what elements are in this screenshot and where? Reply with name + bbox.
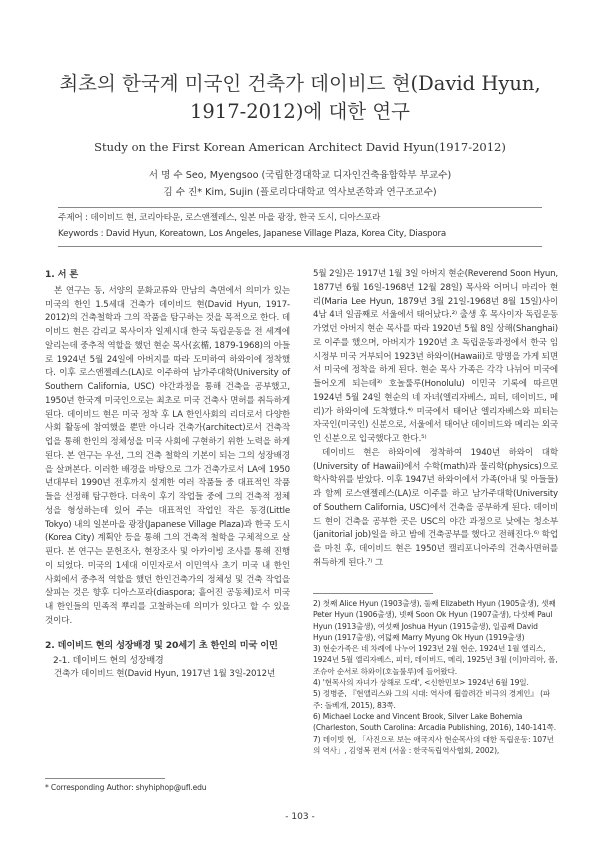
footnotes-right — [313, 598, 558, 756]
english-title: Study on the First Korean American Architect David Hyun(1917-2012) — [94, 140, 506, 154]
footnote-divider — [45, 778, 165, 779]
subsection-heading: 2-1. 데이비드 현의 성장배경 — [53, 655, 164, 666]
page-number: - 103 - — [285, 812, 315, 822]
footnote: 2) 첫째 Alice Hyun (1903출생), 둘째 Elizabeth Hyun (1905출생), 셋째 Peter Hyun (1906출생), 넷째 Soon Ok Hyun (1907출생), 다섯째 Paul Hyun (1913출생), 여섯째 Joshua Hyun (1915출생), 일곱째 David Hyun (1917출생), 여덟째 Marry Myung Ok Hyun (1919출생) — [313, 599, 556, 642]
body-paragraph: 데이비드 현은 하와이에 정착하여 1940년 하와이 대학(University of Hawaii)에서 수학(math)과 물리학(physics)으로 학사학위를 받았다. 이후 1947년 하와이에서 가족(아내 및 아들들)과 함께 로스앤젤레스(LA)로 이주를 하고 남가주대학(University of Southern California, USC)에서 건축을 공부하게 된다. 데이비드 현이 건축을 공부한 곳은 USC의 야간 과정으로 낮에는 청소부(janitorial job)일을 하고 밤에 건축공부를 했다고 전해진다.⁶⁾ 학업을 마친 후, 데이비드 현은 1950년 캘리포니아주의 건축사면허를 취득하게 된다.⁷⁾ 그 — [313, 447, 558, 568]
footnote: 7) 데이빗 현, 「사진으로 보는 애국지사 현순목사의 대한 독립운동: 107년의 역사」, 김영복 편저 (서울 : 한국독립역사협회, 2002), — [313, 734, 554, 755]
section-heading-background: 2. 데이비드 현의 성장배경 및 20세기 초 한인의 미국 이민 — [45, 639, 278, 651]
section-heading-intro: 1. 서 론 — [45, 269, 79, 280]
intro-paragraph: 본 연구는 동, 서양의 문화교류와 만남의 측면에서 의미가 있는 미국의 한인 1.5세대 건축가 데이비드 현(David Hyun, 1917-2012)의 건축철학과 그의 작품을 탐구하는 것을 목적으로 한다. 데이비드 현은 감리교 목사이자 일제시대 한국 독립운동을 전 세계에 알리는데 중추적 역할을 했던 현순 목사(玄楯, 1879-1968)의 아들로 1924년 5월 24일에 아버지를 따라 도미하여 하와이에 정착했다. 이후 로스앤젤레스(LA)로 이주하여 남가주대학(University of Southern California, USC) 야간과정을 통해 건축을 공부했고, 1950년 한국계 미국인으로는 최초로 미국 건축사 면허를 취득하게 된다. 데이비드 현은 미국 정착 후 LA 한인사회의 리더로서 다양한 사회 활동에 참여했을 뿐만 아니라 건축가(architect)로서 건축작업을 통해 한인의 정체성을 미국 사회에 구현하기 위한 노력을 하게 된다. 본 연구는 우선, 그의 건축 철학의 기본이 되는 그의 성장배경을 살펴본다. 이러한 배경을 바탕으로 그가 건축가로서 LA에 1950년대부터 1990년 전후까지 설계한 여러 작품들 중 대표적인 작품들을 선정해 탐구한다. 더욱이 후기 작업들 중에 그의 건축적 정체성을 형성하는데 있어 주는 대표적인 작업인 작은 동경(Little Tokyo) 내의 일본마을 광장(Japanese Village Plaza)과 한국 도시(Korea City) 계획안 등을 통해 그의 건축적 철학을 구체적으로 살핀다. 본 연구는 문헌조사, 현장조사 및 아카이빙 조사를 통해 진행이 되었다. 미국의 1세대 이민자로서 이민역사 초기 미국 내 한인 사회에서 중추적 역할을 했던 한인건축가의 정체성 및 건축 작업을 살피는 것은 향후 디아스포라(diaspora; 흩어진 공동체)로서 미국내 한인들의 민족적 뿌리를 고찰하는데 의미가 있다고 할 수 있을 것이다. — [45, 285, 290, 626]
footnote: 3) 현순가족은 네 차례에 나누어 1923년 2월 현순, 1924년 1월 엘리스, 1924년 5월 엘리자베스, 피터, 데이비드, 메리, 1925년 3월 (이)마리아, 폴, 조슈아 순서로 하와이(호놀룰루)에 들어왔다. — [313, 644, 558, 676]
paper-title — [40, 70, 560, 126]
right-column — [313, 268, 558, 571]
corresponding-author-note: * Corresponding Author: shyhiphop@ufl.edu — [45, 783, 207, 792]
keywords-korean: 주제어 : 데이비드 현, 코리아타운, 로스앤젤레스, 일본 마을 광장, 한국 도시, 디아스포라 — [58, 213, 381, 223]
footnote: 6) Michael Locke and Vincent Brook, Silver Lake Bohemia (Charleston, South Carolina: Arcadia Publishing, 2016), 140-141쪽. — [313, 711, 557, 733]
title-line-2: 1917-2012)에 대한 연구 — [189, 100, 411, 123]
body-paragraph: 건축가 데이비드 현(David Hyun, 1917년 1월 3일-2012년 — [54, 669, 276, 680]
keywords-box — [58, 207, 542, 247]
author-1: 서 명 수 Seo, Myengsoo (국립한경대학교 디자인건축융합학부 부교수) — [148, 170, 452, 181]
title-line-1: 최초의 한국계 미국인 건축가 데이비드 현(David Hyun, — [59, 72, 541, 95]
author-block — [0, 167, 600, 201]
footnote: 4) '현목사의 자녀가 상해로 도래', <신한민보> 1924년 6월 19일. — [313, 678, 529, 688]
footnote: 5) 정병준, 『현앨리스와 그의 시대: 역사에 휩쓸려간 비극의 경계인』 (파주: 돌베개, 2015), 83쪽. — [313, 689, 551, 710]
left-column — [45, 268, 290, 682]
body-paragraph: 5월 2일)은 1917년 1월 3일 아버지 현순(Reverend Soon Hyun, 1877년 6월 16일-1968년 12월 28일) 목사와 어머니 마리아 현리(Maria Lee Hyun, 1879년 3월 21일-1968년 8월 15일)사이 4남 4녀 일곱째로 서울에서 태어났다.²⁾ 출생 후 목사이자 독립운동가였던 아버지 현순 목사를 따라 1920년 5월 8일 상해(Shanghai)로 이주를 했으며, 아버지가 1920년 초 독립운동과정에서 한국 임시정부 미국 거부되어 1923년 하와이(Hawaii)로 망명을 가게 되면서 미국에 정착을 하게 된다. 현순 목사 가족은 각각 나뉘어 미국에 들어오게 되는데³⁾ 호놀룰루(Honolulu) 이민국 기록에 따르면 1924년 5월 24일 현순의 네 자녀(엘리자베스, 피터, 데이비드, 메리)가 하와이에 도착했다.⁴⁾ 미국에서 태어난 엘리자베스와 피터는 자국인(미국인) 신분으로, 서울에서 태어난 데이비드와 메리는 외국인 신분으로 입국했다고 한다.⁵⁾ — [313, 269, 558, 444]
keywords-english: Keywords : David Hyun, Koreatown, Los Angeles, Japanese Village Plaza, Korea City, Diaspora — [58, 229, 446, 239]
footnote-divider — [313, 593, 433, 594]
author-2: 김 수 진* Kim, Sujin (플로리다대학교 역사보존학과 연구조교수) — [163, 187, 437, 198]
